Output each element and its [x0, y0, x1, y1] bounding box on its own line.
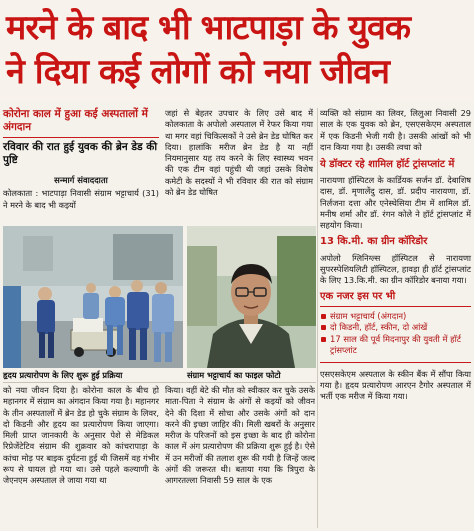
article-middle-top: जहां से बेहतर उपचार के लिए उसे बाद में कोलकाता के अपोलो अस्पताल में रेफर किया गया था मगर वहां चिकित्सकों ने उसे ब्रेन डेड घोषित कर दिया। हालांकि मरीज ब्रेन डेड है या नहीं नियमानुसार यह तय करने के लिए स्वास्थ्य भवन की एक टीम वहां पहुंची थी जहां उसके विशेष कमेटी के सदस्यों ने भी रविवार की रात को संग्राम को ब्रेन डेड घोषित [165, 108, 313, 198]
glance-item: 17 साल की पूर्व मिदनापुर की युवती में हॉर्ट ट्रांसप्लांट [320, 334, 471, 357]
subhead-divider [3, 137, 159, 138]
glance-item: संग्राम भट्टाचार्य (अंगदान) [320, 311, 471, 323]
section-head-green-corridor: 13 कि.मी. का ग्रीन कॉरिडोर [320, 235, 428, 247]
article-middle-bottom: किया। वहीं बेटे की मौत को स्वीकार कर चुके उसके माता-पिता ने संग्राम के अंगों से कइयों को जीवन देने की दिशा में सोचा और उसके अंगों को दान करने की इच्छा जाहिर की। मिली खबरों के अनुसार मरीज के परिजनों को इस इच्छा के बाद ही कोरोना काल में अंग प्रत्यारोपण की प्रक्रिया शुरू हुई है। ऐसे में उन मरीजों की तलाश शुरू की गयी है जिन्हें जल्द अंगों की जरूरत थी। बताया गया कि त्रिपुरा के आगरतल्ला निवासी 59 साल के एक [165, 385, 315, 486]
glance-item: दो किडनी, हॉर्ट, स्कीन, दो आंखें [320, 322, 471, 334]
article-intro: कोलकाता : भाटपाड़ा निवासी संग्राम भट्टाचार्य (31) ने मरने के बाद भी कइयों [3, 188, 159, 210]
column-rule-right [317, 108, 318, 528]
section-head-at-a-glance: एक नजर इस पर भी [320, 290, 396, 302]
article-green-corridor: अपोलो ग्लिनिग्ल्स हॉस्पिटल से नारायणा सुपरस्पेशियलिटी हॉस्पिटल, हावड़ा ही हॉर्ट ट्रांसप्लांट के लिए 13.कि.मी. का ग्रीन कॉरिडोर बनाया गया। [320, 252, 471, 286]
left-column-bottom [3, 385, 159, 531]
headline-line-1: मरने के बाद भी भाटपाड़ा के युवक [6, 8, 411, 48]
middle-column-top [165, 108, 313, 198]
article-doctors: नारायणा हॉस्पिटल के कार्डियक सर्जन डॉ. देबाशिष दास, डॉ. मृणालेंदु दास, डॉ. प्रदीप नारायणा, डॉ. निर्लजना दत्ता और एनेस्थेसिया टीम में शामिल डॉ. मनीष शर्मा और डॉ. रंगन कोले ने हॉर्ट ट्रांसप्लांट में सहयोग किया। [320, 175, 471, 231]
subhead-covid-donation: कोरोना काल में हुआ कई अस्पतालों में अंगदान [3, 108, 148, 133]
headline-block [0, 0, 474, 102]
photo-sangram-file [187, 226, 316, 368]
caption-rule [3, 382, 316, 383]
portrait-image [187, 226, 316, 368]
section-head-doctors: ये डॉक्टर रहे शामिल हॉर्ट ट्रांसप्लांट में [320, 159, 455, 171]
article-right-top: व्यक्ति को संग्राम का लिवर, लिलुआ निवासी 29 साल के एक युवक को ब्रेन, एसएसकेएम अस्पताल में एक किडनी भेजी गयी है। उसकी आंखों को भी दान किया गया है। उसकी त्वचा को [320, 108, 471, 152]
caption-transplant: हृदय प्रत्यारोपण के लिए शुरू हुई प्रक्रिया [3, 370, 123, 380]
photo-transplant-process [3, 226, 183, 368]
glance-divider [320, 306, 471, 307]
middle-column-bottom [165, 385, 315, 531]
caption-file-photo: संग्राम भट्टाचार्य का फाइल फोटो [187, 370, 281, 380]
headline-line-2: ने दिया कई लोगों को नया जीवन [6, 52, 390, 92]
glance-list [320, 311, 471, 357]
article-left-bottom: को नया जीवन दिया है। कोरोना काल के बीच हो महानगर में संग्राम का अंगदान किया गया है। महानगर के तीन अस्पतालों में ब्रेन डेड हो चुके संग्राम के लिवर, दो किडनी और हृदय का प्रत्यारोपण किया जाएगा। मिली प्राप्त जानकारी के अनुसार पेशे से मेडिकल रिप्रेजेंटेटिव संग्राम की शुक्रवार को कांचरापाड़ा के कांचा मोड़ पर बाइक दुर्घटना हुई थी जिसमें वह गंभीर रूप से घायल हो गया था। उसे पहले कल्याणी के जेएनएम अस्पताल ले जाया गया था [3, 385, 159, 486]
left-column-top [3, 108, 159, 211]
article-right-bottom: एसएसकेएम अस्पताल के स्कीन बैंक में सौंपा किया गया है। हृदय प्रत्यारोपण आरएन टैगोर अस्पताल में भर्ती एक मरीज में किया गया। [320, 368, 471, 402]
subhead-brain-dead-confirmed: रविवार की रात हुई युवक की ब्रेन डेड की पुष्टि [3, 141, 158, 166]
byline: सन्मार्ग संवाददाता [54, 175, 108, 185]
transplant-scene-image [3, 226, 183, 368]
glance-divider-bottom [320, 362, 471, 363]
right-column [320, 108, 471, 402]
